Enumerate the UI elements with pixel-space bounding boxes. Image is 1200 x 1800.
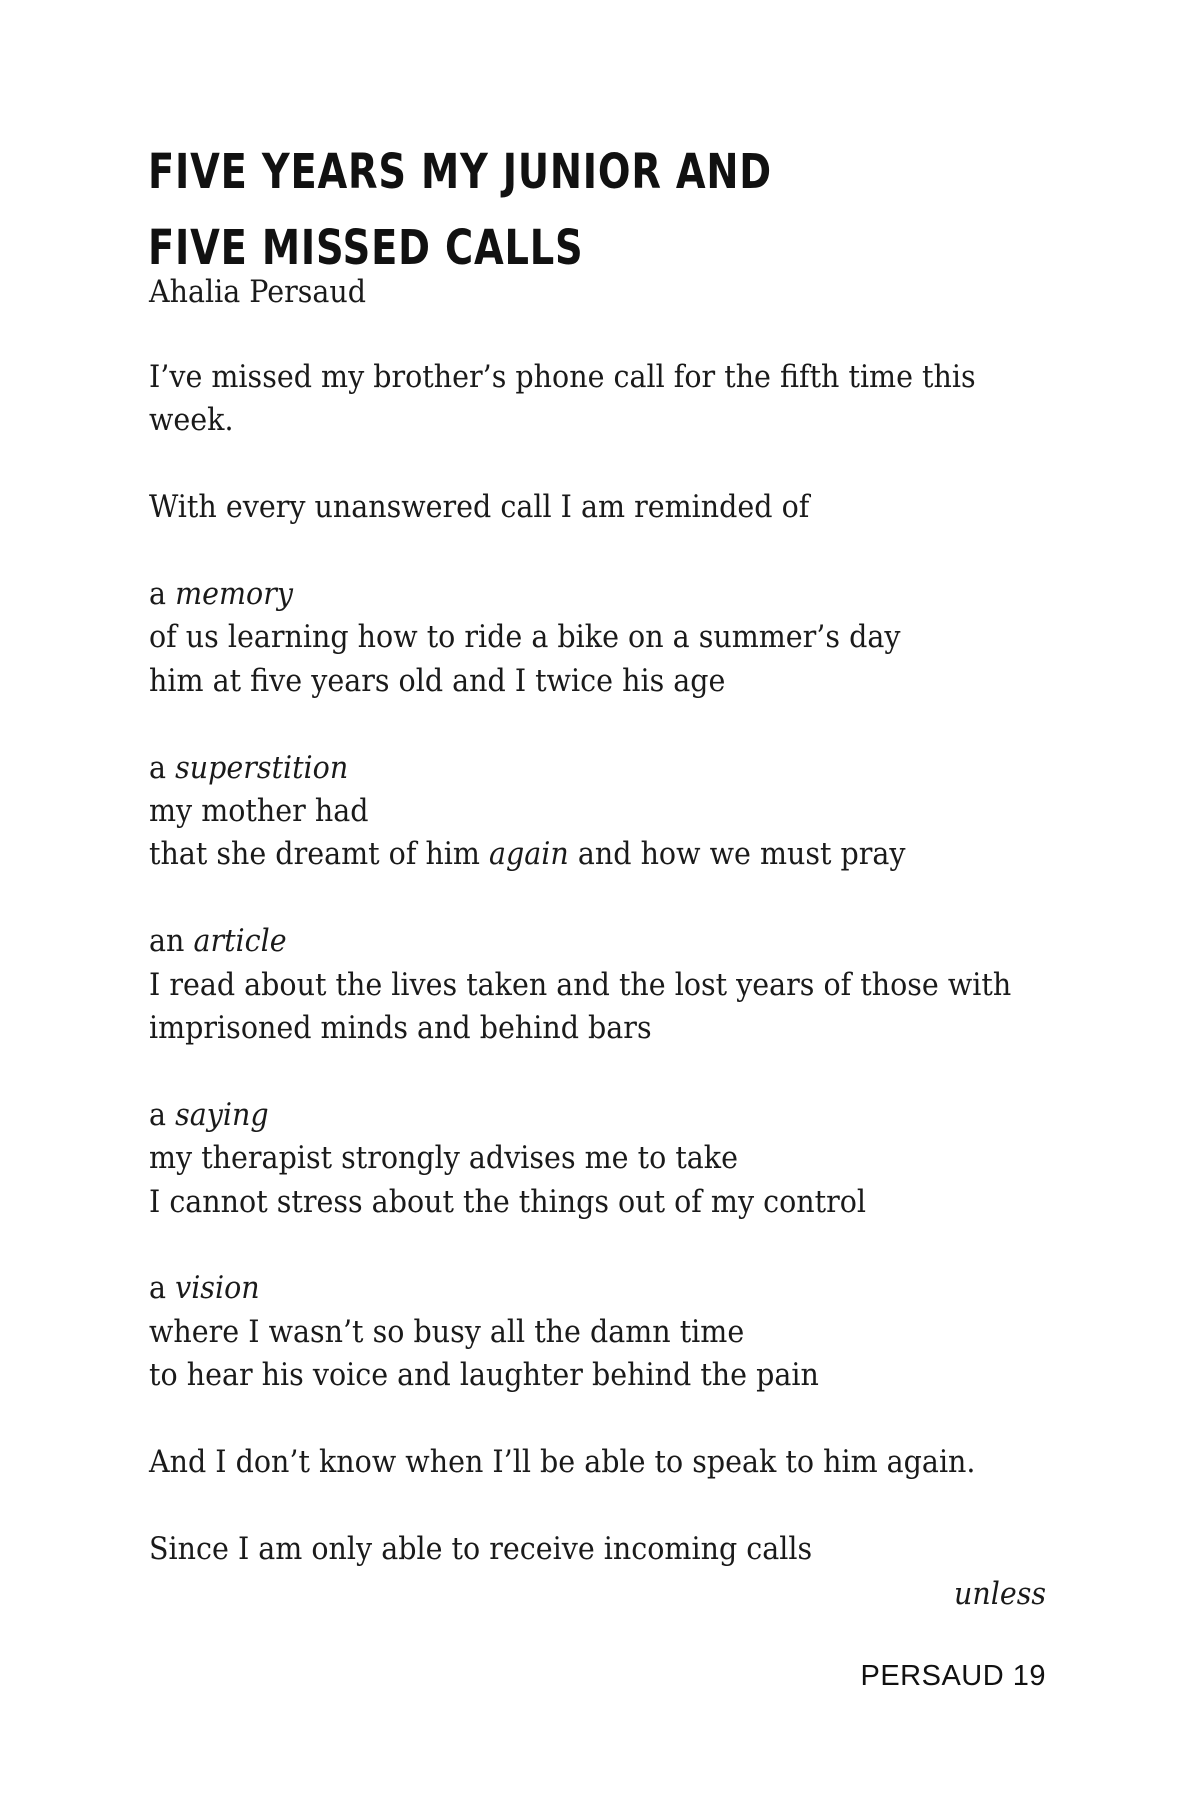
emphasis-again: again — [489, 836, 569, 873]
poem-title: FIVE YEARS MY JUNIOR AND FIVE MISSED CALLS — [148, 144, 772, 276]
stanza-article: a — [149, 576, 167, 612]
stanza-line: my mother had — [149, 793, 369, 830]
page-folio: PERSAUD 19 — [860, 1660, 1046, 1692]
closing-line-1: And I don’t know when I’ll be able to speak to him again. — [149, 1444, 976, 1481]
opening-line-1: I’ve missed my brother’s phone call for the fifth time this — [149, 359, 976, 395]
stanza-heading-vision — [149, 1267, 1014, 1310]
stanza-line-mixed — [149, 833, 1014, 876]
closing-line-2: Since I am only able to receive incoming calls — [149, 1530, 813, 1567]
stanza-break — [149, 1224, 1014, 1267]
stanza-article: a — [149, 1096, 167, 1133]
stanza-line: imprisoned minds and behind bars — [149, 1010, 652, 1047]
stanza-keyword-memory: memory — [175, 576, 293, 612]
stanza-keyword-article: article — [193, 923, 287, 960]
stanza-break — [149, 877, 1014, 920]
stanza-article: a — [149, 1270, 167, 1307]
stanza-break — [149, 530, 1014, 573]
opening-line-2: week. — [149, 402, 234, 439]
stanza-line: of us learning how to ride a bike on a summer’s day — [149, 619, 901, 656]
stanza-break — [149, 1398, 1014, 1441]
stanza-keyword-saying: saying — [175, 1096, 269, 1133]
stanza-heading-saying — [149, 1094, 1014, 1137]
closing-word-unless: unless — [953, 1576, 1046, 1612]
stanza-line: I cannot stress about the things out of my control — [149, 1183, 867, 1220]
stanza-heading-article — [149, 920, 1014, 963]
stanza-line: where I wasn’t so busy all the damn time — [149, 1313, 745, 1350]
poem-author: Ahalia Persaud — [149, 274, 366, 310]
line-text-after: and how we must pray — [568, 836, 906, 873]
stanza-keyword-superstition: superstition — [175, 749, 349, 786]
stanza-line: him at five years old and I twice his age — [149, 662, 726, 699]
poem-body — [149, 356, 1014, 1571]
stanza-line: I read about the lives taken and the lost years of those with — [149, 966, 1012, 1003]
stanza-break — [149, 1484, 1014, 1527]
stanza-heading-superstition — [149, 747, 1014, 790]
stanza-break — [149, 1050, 1014, 1093]
line-text-before: that she dreamt of him — [149, 836, 490, 873]
transition-line: With every unanswered call I am reminded of — [149, 489, 810, 526]
stanza-heading-memory — [149, 573, 1014, 616]
stanza-article: an — [149, 923, 185, 960]
stanza-line: to hear his voice and laughter behind the pain — [149, 1357, 819, 1394]
stanza-break — [149, 703, 1014, 746]
stanza-keyword-vision: vision — [175, 1270, 260, 1307]
stanza-break — [149, 443, 1014, 486]
stanza-article: a — [149, 749, 167, 786]
stanza-line: my therapist strongly advises me to take — [149, 1140, 738, 1177]
